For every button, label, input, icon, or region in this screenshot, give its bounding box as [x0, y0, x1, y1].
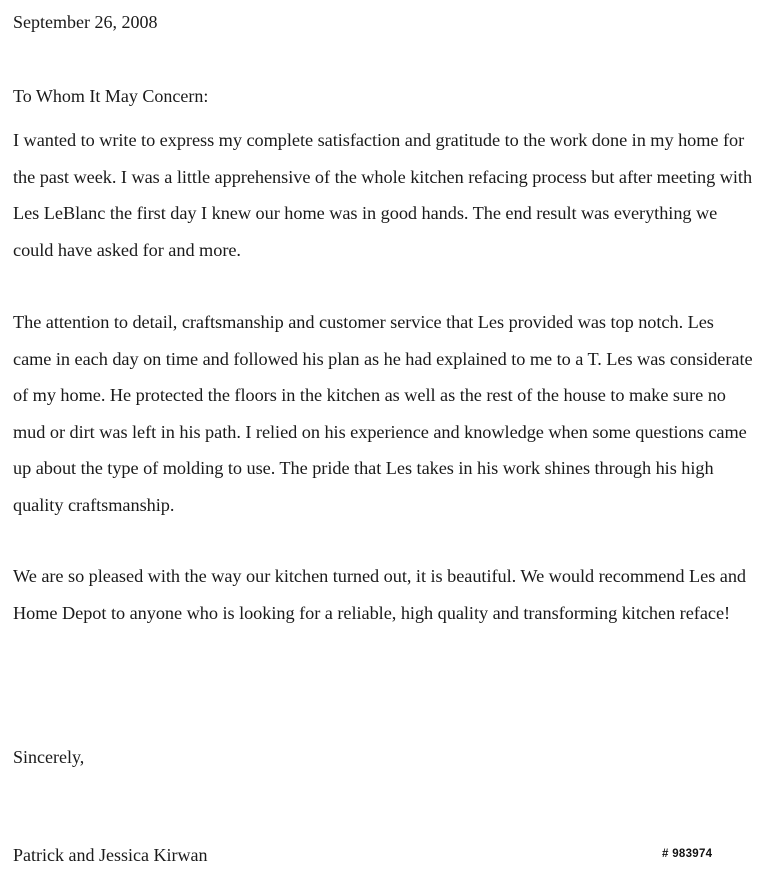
reference-number: # 983974 [662, 848, 713, 860]
letter-closing: Sincerely, [13, 747, 85, 767]
letter-paragraph-1: I wanted to write to express my complete satisfaction and gratitude to the work done in my home for the past week. I was a little apprehensive of the whole kitchen refacing process but after meeting with Les LeBlanc the first day I knew our home was in good hands. The end result was everything we could have asked for and more. [13, 130, 753, 260]
letter-date: September 26, 2008 [13, 12, 158, 32]
letter-signature: Patrick and Jessica Kirwan [13, 845, 208, 865]
letter-paragraph-2: The attention to detail, craftsmanship and customer service that Les provided was top notch. Les came in each day on time and followed his plan as he had explained to me to a T. Les was considerate of my home. He protected the floors in the kitchen as well as the rest of the house to make sure no mud or dirt was left in his path. I relied on his experience and knowledge when some questions came up about the type of molding to use. The pride that Les takes in his work shines through his high quality craftsmanship. [13, 312, 753, 515]
letter-paragraph-3: We are so pleased with the way our kitchen turned out, it is beautiful. We would recommend Les and Home Depot to anyone who is looking for a reliable, high quality and transforming kitchen reface! [13, 566, 747, 623]
letter-salutation: To Whom It May Concern: [13, 86, 209, 106]
